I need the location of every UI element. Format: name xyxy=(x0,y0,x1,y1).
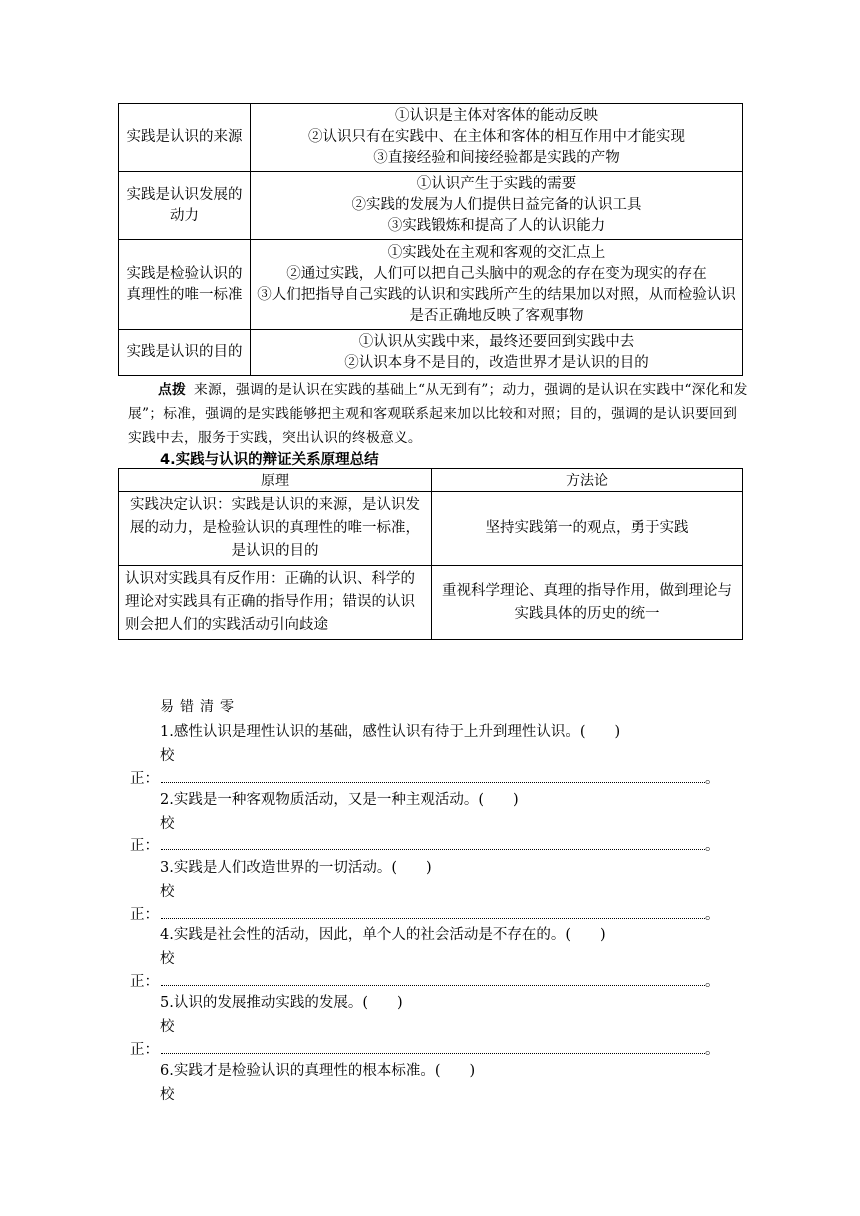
correction-prefix: 正： xyxy=(130,838,159,854)
correction-prefix: 正： xyxy=(130,974,159,990)
tip-paragraph xyxy=(128,378,748,450)
question-5: 5.认识的发展推动实践的发展。( ) xyxy=(160,995,403,1011)
content-line: ②认识本身不是目的，改造世界才是认识的目的 xyxy=(344,354,649,371)
answer-blank[interactable] xyxy=(161,985,705,986)
question-3: 3.实践是人们改造世界的一切活动。( ) xyxy=(160,860,432,876)
correction-prefix: 正： xyxy=(130,1042,159,1058)
correction-line[interactable] xyxy=(130,767,720,788)
table-row xyxy=(119,240,743,330)
tip-text: 来源，强调的是认识在实践的基础上“从无到有”；动力，强调的是认识在实践中“深化和发展”；标准，强调的是实践能够把主观和客观联系起来加以比较和对照；目的，强调的是认识要回到实践中去，服务于实践，突出认识的终极意义。 xyxy=(128,382,748,446)
column-header-method: 方法论 xyxy=(432,469,743,492)
line-end: 。 xyxy=(705,771,720,787)
method-cell: 重视科学理论、真理的指导作用，做到理论与实践具体的历史的统一 xyxy=(432,566,743,640)
content-line: ③实践锻炼和提高了人的认识能力 xyxy=(387,218,606,234)
correction-label: 校 xyxy=(160,884,175,900)
row-content xyxy=(251,104,743,172)
row-heading: 实践是检验认识的真理性的唯一标准 xyxy=(119,240,251,330)
line-end: 。 xyxy=(705,974,720,990)
correction-line[interactable] xyxy=(130,834,720,855)
line-end: 。 xyxy=(705,907,720,923)
table-row xyxy=(119,104,743,172)
principle-cell: 实践决定认识：实践是认识的来源，是认识发展的动力，是检验认识的真理性的唯一标准，是认识的目的 xyxy=(119,492,432,566)
table-header-row xyxy=(119,469,743,492)
correction-prefix: 正： xyxy=(130,771,159,787)
correction-line[interactable] xyxy=(130,1038,720,1059)
correction-prefix: 正： xyxy=(130,907,159,923)
correction-label: 校 xyxy=(160,951,175,967)
answer-blank[interactable] xyxy=(161,849,705,850)
answer-blank[interactable] xyxy=(161,918,705,919)
content-line: ②通过实践，人们可以把自己头脑中的观念的存在变为现实的存在 xyxy=(286,265,707,282)
content-line: ②认识只有在实践中、在主体和客体的相互作用中才能实现 xyxy=(308,129,685,145)
correction-label: 校 xyxy=(160,1019,175,1035)
principle-cell: 认识对实践具有反作用：正确的认识、科学的理论对实践具有正确的指导作用；错误的认识则会把人们的实践活动引向歧途 xyxy=(119,566,432,640)
answer-blank[interactable] xyxy=(161,1053,705,1054)
content-line: ①实践处在主观和客观的交汇点上 xyxy=(387,244,606,261)
answer-blank[interactable] xyxy=(161,782,705,783)
row-content xyxy=(251,172,743,240)
tip-label: 点拨 xyxy=(158,382,186,398)
method-cell: 坚持实践第一的观点，勇于实践 xyxy=(432,492,743,566)
correction-label: 校 xyxy=(160,1087,175,1103)
practice-cognition-table xyxy=(118,103,743,376)
table-row xyxy=(119,492,743,566)
table-row xyxy=(119,330,743,376)
table-row xyxy=(119,172,743,240)
question-6: 6.实践才是检验认识的真理性的根本标准。( ) xyxy=(160,1063,476,1079)
row-content xyxy=(251,330,743,376)
content-line: ②实践的发展为人们提供日益完备的认识工具 xyxy=(351,197,642,213)
column-header-principle: 原理 xyxy=(119,469,432,492)
correction-line[interactable] xyxy=(130,970,720,991)
principle-method-table xyxy=(118,468,743,640)
section-title: 4.实践与认识的辩证关系原理总结 xyxy=(160,452,379,468)
content-line: ①认识产生于实践的需要 xyxy=(416,176,577,192)
question-4: 4.实践是社会性的活动，因此，单个人的社会活动是不存在的。( ) xyxy=(160,927,606,943)
table-row xyxy=(119,566,743,640)
row-content xyxy=(251,240,743,330)
question-2: 2.实践是一种客观物质活动，又是一种主观活动。( ) xyxy=(160,792,519,808)
line-end: 。 xyxy=(705,1042,720,1058)
row-heading: 实践是认识的来源 xyxy=(119,104,251,172)
row-heading: 实践是认识发展的动力 xyxy=(119,172,251,240)
question-1: 1.感性认识是理性认识的基础，感性认识有待于上升到理性认识。( ) xyxy=(160,724,621,740)
row-heading: 实践是认识的目的 xyxy=(119,330,251,376)
correction-label: 校 xyxy=(160,816,175,832)
content-line: ③直接经验和间接经验都是实践的产物 xyxy=(373,150,620,166)
correction-line[interactable] xyxy=(130,903,720,924)
content-line: ③人们把指导自己实践的认识和实践所产生的结果加以对照，从而检验认识是否正确地反映了客观事物 xyxy=(257,286,736,324)
error-section-title: 易错清零 xyxy=(160,699,240,715)
content-line: ①认识是主体对客体的能动反映 xyxy=(395,108,598,124)
content-line: ①认识从实践中来，最终还要回到实践中去 xyxy=(358,333,635,350)
line-end: 。 xyxy=(705,838,720,854)
correction-label: 校 xyxy=(160,748,175,764)
